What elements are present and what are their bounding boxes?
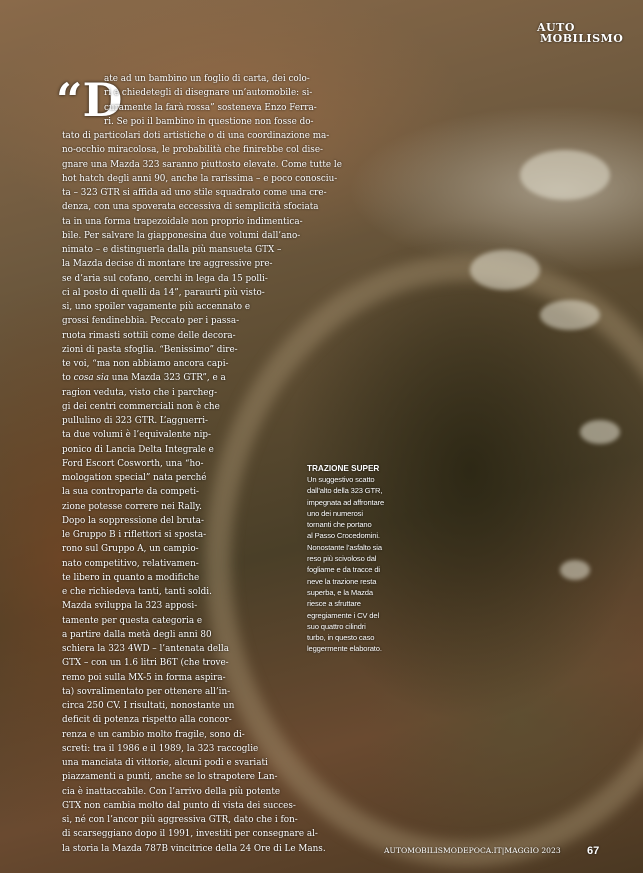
article-line: bile. Per salvare la giapponesina due volumi dall’ano- — [62, 230, 301, 241]
article-line: ta – 323 GTR si affida ad uno stile squadrato come una cre- — [62, 188, 327, 198]
article-line: te voi, “ma non abbiamo ancora capi- — [62, 359, 229, 369]
article-line: renza e un cambio molto fragile, sono di- — [62, 729, 245, 740]
article-text-run: to — [62, 373, 74, 384]
article-line: ponico di Lancia Delta Integrale e — [62, 444, 214, 455]
article-line: deficit di potenza rispetto alla concor- — [62, 715, 232, 726]
article-line: Mazda sviluppa la 323 apposi- — [62, 601, 198, 612]
photo-highlight — [560, 560, 590, 580]
photo-highlight — [580, 420, 620, 444]
article-line: GTX non cambia molto dal punto di vista dei succes- — [62, 800, 296, 811]
article-line: screti: tra il 1986 e il 1989, la 323 raccoglie — [62, 743, 259, 754]
article-line: rono sul Gruppo A, un campio- — [62, 544, 199, 555]
footer-site: AUTOMOBILISMODEPOCA.IT — [384, 846, 502, 855]
article-line: Dopo la soppressione del bruta- — [62, 515, 204, 526]
caption-line: fogliame e da tracce di — [307, 565, 380, 575]
caption-line: uno dei numerosi — [307, 508, 363, 518]
caption-line: suo quattro cilindri — [307, 621, 366, 631]
article-line: Ford Escort Cosworth, una “ho- — [62, 458, 204, 469]
article-line: ate ad un bambino un foglio di carta, dei colo- — [104, 74, 310, 84]
article-line: nato competitivo, relativamen- — [62, 558, 199, 569]
article-line: pullulino di 323 GTR. L’agguerri- — [62, 416, 209, 426]
drop-cap: “D — [56, 73, 123, 127]
article-line: no-occhio miracolosa, le probabilità che finirebbe col dise- — [62, 145, 324, 156]
article-line: circa 250 CV. I risultati, nonostante un — [62, 701, 235, 711]
article-line: ruota rimasti sottili come delle decora- — [62, 330, 236, 341]
article-line: la Mazda decise di montare tre aggressive pre- — [62, 259, 273, 270]
article-line: ragion veduta, visto che i parcheg- — [62, 387, 218, 398]
article-line: zione potesse correre nei Rally. — [62, 501, 202, 512]
photo-highlight — [470, 250, 540, 290]
article-line: ci al posto di quelli da 14”, paraurti più visto- — [62, 287, 265, 298]
article-line: hot hatch degli anni 90, anche la rarissima – e poco conosciu- — [62, 173, 338, 184]
caption-line: riesce a sfruttare — [307, 599, 361, 609]
article-line: una manciata di vittorie, alcuni podi e svariati — [62, 758, 268, 768]
article-line: remo poi sulla MX-5 in forma aspira- — [62, 672, 226, 683]
caption-line: egregiamente i CV del — [307, 610, 379, 620]
caption-line: superba, e la Mazda — [307, 587, 373, 597]
article-line: tamente per questa categoria e — [62, 615, 203, 626]
logo-line-1: AUTO — [537, 21, 575, 34]
article-line: piazzamenti a punti, anche se lo strapotere Lan- — [62, 772, 278, 783]
article-line: ta) sovralimentato per ottenere all’in- — [62, 686, 231, 697]
caption-line: turbo, in questo caso — [307, 633, 375, 643]
magazine-logo — [537, 21, 624, 48]
article-line: ta in una forma trapezoidale non proprio indimentica- — [62, 216, 303, 227]
article-line: ri. Se poi il bambino in questione non fosse do- — [104, 116, 314, 127]
photo-highlight — [520, 150, 610, 200]
caption-line: neve la trazione resta — [307, 576, 377, 586]
article-line: si, uno spoiler vagamente più accennato e — [62, 302, 251, 312]
article-line: denza, con una spoverata eccessiva di semplicità sfociata — [62, 202, 319, 213]
article-line: grossi fendinebbia. Peccato per i passa- — [62, 316, 240, 327]
article-line: ta due volumi è l’equivalente nip- — [62, 430, 212, 441]
footer-issue: MAGGIO 2023 — [504, 846, 561, 855]
page-number: 67 — [587, 845, 600, 857]
caption-line: impegnata ad affrontare — [307, 497, 385, 507]
caption-line: al Passo Crocedomini. — [307, 531, 380, 541]
caption-line: Un suggestivo scatto — [307, 475, 375, 484]
article-line: curamente la farà rossa” sosteneva Enzo Ferra- — [104, 102, 317, 113]
article-line: le Gruppo B i riflettori si sposta- — [62, 530, 207, 540]
article-line: ri e chiedetegli di disegnare un’automobile: si- — [104, 88, 313, 99]
logo-line-2: MOBILISMO — [540, 32, 624, 45]
photo-caption — [307, 463, 407, 655]
article-line: gnare una Mazda 323 saranno piuttosto elevate. Come tutte le — [62, 159, 342, 170]
article-line: a partire dalla metà degli anni 80 — [62, 629, 212, 640]
caption-line: leggermente elaborato. — [307, 644, 382, 654]
article-line: la sua controparte da competi- — [62, 487, 200, 498]
caption-line: dall’alto della 323 GTR, — [307, 486, 383, 496]
article-text-run: una Mazda 323 GTR”, e a — [109, 373, 226, 384]
caption-line: reso più scivoloso dal — [307, 554, 377, 564]
page-footer — [384, 844, 624, 858]
article-line: e che richiedeva tanti, tanti soldi. — [62, 587, 212, 597]
article-line: se d’aria sul cofano, cerchi in lega da 15 polli- — [62, 273, 268, 284]
article-line: la storia la Mazda 787B vincitrice della 24 Ore di Le Mans. — [62, 843, 326, 854]
article-italic-run: cosa sia — [73, 373, 109, 384]
article-line: GTX – con un 1.6 litri B6T (che trove- — [62, 658, 229, 669]
footer-separator: | — [501, 846, 505, 855]
article-line: schiera la 323 4WD – l’antenata della — [62, 644, 229, 654]
article-line: di scarseggiano dopo il 1991, investiti per consegnare al- — [62, 829, 318, 840]
article-line: tato di particolari doti artistiche o di una coordinazione ma- — [62, 131, 330, 141]
article-line — [62, 371, 362, 385]
caption-title: TRAZIONE SUPER — [307, 464, 380, 473]
article-line: mologation special” nata perché — [62, 473, 207, 483]
article-line: cia è inattaccabile. Con l’arrivo della più potente — [62, 786, 281, 797]
article-line: te libero in quanto a modifiche — [62, 572, 200, 583]
article-line: zioni di pasta sfoglia. “Benissimo” dire- — [62, 344, 238, 355]
photo-highlight — [540, 300, 600, 330]
article-line: si, né con l’ancor più aggressiva GTR, dato che i fon- — [62, 815, 298, 825]
caption-line: tornanti che portano — [307, 520, 372, 530]
caption-line: Nonostante l’asfalto sia — [307, 542, 382, 552]
article-line: gi dei centri commerciali non è che — [62, 401, 220, 412]
article-line: nimato – e distinguerla dalla più mansueta GTX – — [62, 245, 282, 255]
